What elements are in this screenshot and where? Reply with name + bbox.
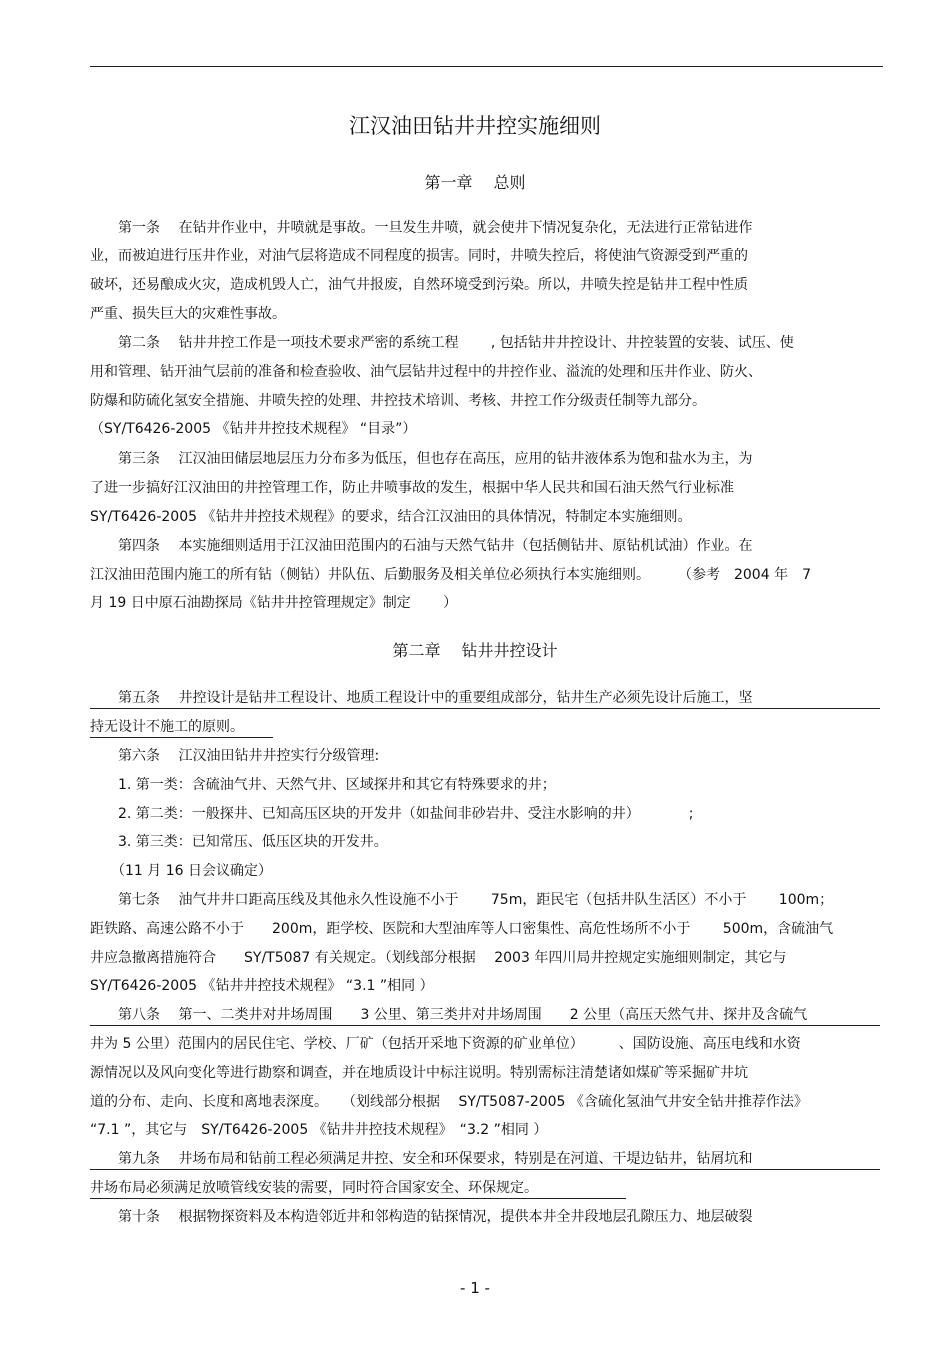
text-line: 第二条 钻井井控工作是一项技术要求严密的系统工程 , 包括钻井井控设计、井控装置的安装、试压、使 bbox=[90, 335, 794, 351]
document-title: 江汉油田钻井井控实施细则 bbox=[349, 114, 601, 138]
text-line: 防爆和防硫化氢安全措施、井喷失控的处理、井控技术培训、考核、井控工作分级责任制等九部分。 bbox=[90, 393, 706, 409]
text-line: 2. 第二类：一般探井、已知高压区块的开发井（如盐间非砂岩井、受注水影响的井） ; bbox=[90, 806, 694, 822]
text-line: （SY/T6426-2005 《钻井井控技术规程》 “目录”） bbox=[90, 421, 417, 437]
text-line: 第五条 井控设计是钻井工程设计、地质工程设计中的重要组成部分，钻井生产必须先设计后施工，坚 bbox=[90, 688, 880, 709]
chapter-1-heading: 第一章 总则 bbox=[424, 173, 526, 192]
text-line: 井场布局必须满足放喷管线安装的需要，同时符合国家安全、环保规定。 bbox=[90, 1178, 626, 1199]
text-line: “7.1 ”，其它与 SY/T6426-2005 《钻井井控技术规程》 “3.2 ”相同 ） bbox=[90, 1122, 548, 1138]
text-line: 了进一步搞好江汉油田的井控管理工作，防止井喷事故的发生，根据中华人民共和国石油天然气行业标准 bbox=[90, 480, 734, 496]
text-line: 第四条 本实施细则适用于江汉油田范围内的石油与天然气钻井（包括侧钻井、原钻机试油）作业。在 bbox=[90, 538, 753, 554]
text-line: 第六条 江汉油田钻井井控实行分级管理: bbox=[90, 748, 380, 764]
text-line: 距铁路、高速公路不小于 200m，距学校、医院和大型油库等人口密集性、高危性场所不小于 500m，含硫油气 bbox=[90, 921, 834, 937]
text-line: 用和管理、钻开油气层前的准备和检查验收、油气层钻井过程中的井控作业、溢流的处理和压井作业、防火、 bbox=[90, 364, 762, 380]
text-line: 第十条 根据物探资料及本构造邻近井和邻构造的钻探情况，提供本井全井段地层孔隙压力、地层破裂 bbox=[90, 1209, 753, 1225]
text-line: 第三条 江汉油田储层地层压力分布多为低压，但也存在高压，应用的钻井液体系为饱和盐水为主，为 bbox=[90, 451, 753, 467]
text-line: 第八条 第一、二类井对井场周围 3 公里、第三类井对井场周围 2 公里（高压天然气井、探井及含硫气 bbox=[90, 1005, 880, 1026]
text-line: 第七条 油气井井口距高压线及其他永久性设施不小于 75m，距民宅（包括井队生活区）不小于 100m； bbox=[90, 892, 834, 908]
page-number: - 1 - bbox=[460, 1279, 490, 1297]
text-line: 第一条 在钻井作业中，井喷就是事故。一旦发生井喷，就会使井下情况复杂化，无法进行正常钻进作 bbox=[90, 220, 753, 236]
chapter-2-heading: 第二章 钻井井控设计 bbox=[392, 641, 558, 660]
text-line: 井应急撤离措施符合 SY/T5087 有关规定。（划线部分根据 2003 年四川局井控规定实施细则制定，其它与 bbox=[90, 950, 787, 966]
text-line: 业，而被迫进行压井作业，对油气层将造成不同程度的损害。同时，井喷失控后，将使油气资源受到严重的 bbox=[90, 248, 748, 264]
text-line: 持无设计不施工的原则。 bbox=[90, 717, 273, 738]
text-line: 第九条 井场布局和钻前工程必须满足井控、安全和环保要求，特别是在河道、干堤边钻井，钻屑坑和 bbox=[90, 1149, 880, 1170]
text-line: 3. 第三类：已知常压、低压区块的开发井。 bbox=[90, 834, 388, 850]
text-line: 1. 第一类：含硫油气井、天然气井、区域探井和其它有特殊要求的井； bbox=[90, 777, 556, 793]
text-line: 源情况以及风向变化等进行勘察和调查，并在地质设计中标注说明。特别需标注清楚诸如煤矿等采掘矿井坑 bbox=[90, 1065, 748, 1081]
text-line: 道的分布、走向、长度和离地表深度。 （划线部分根据 SY/T5087-2005 《含硫化氢油气井安全钻井推荐作法》 bbox=[90, 1094, 808, 1110]
text-line: 严重、损失巨大的灾难性事故。 bbox=[90, 306, 286, 322]
text-line: 月 19 日中原石油勘探局《钻井井控管理规定》制定 ） bbox=[90, 595, 458, 611]
header-rule bbox=[90, 66, 883, 67]
text-line: 破坏，还易酿成火灾，造成机毁人亡，油气井报废，自然环境受到污染。所以，井喷失控是钻井工程中性质 bbox=[90, 277, 748, 293]
text-line: 井为 5 公里）范围内的居民住宅、学校、厂矿（包括开采地下资源的矿业单位） 、国防设施、高压电线和水资 bbox=[90, 1036, 801, 1052]
text-line: 江汉油田范围内施工的所有钻（侧钻）井队伍、后勤服务及相关单位必须执行本实施细则。 （参考 2004 年 7 bbox=[90, 567, 811, 583]
text-line: （11 月 16 日会议确定） bbox=[90, 863, 272, 879]
text-line: SY/T6426-2005 《钻井井控技术规程》 “3.1 ”相同 ） bbox=[90, 978, 434, 994]
text-line: SY/T6426-2005 《钻井井控技术规程》的要求，结合江汉油田的具体情况，特制定本实施细则。 bbox=[90, 509, 692, 525]
